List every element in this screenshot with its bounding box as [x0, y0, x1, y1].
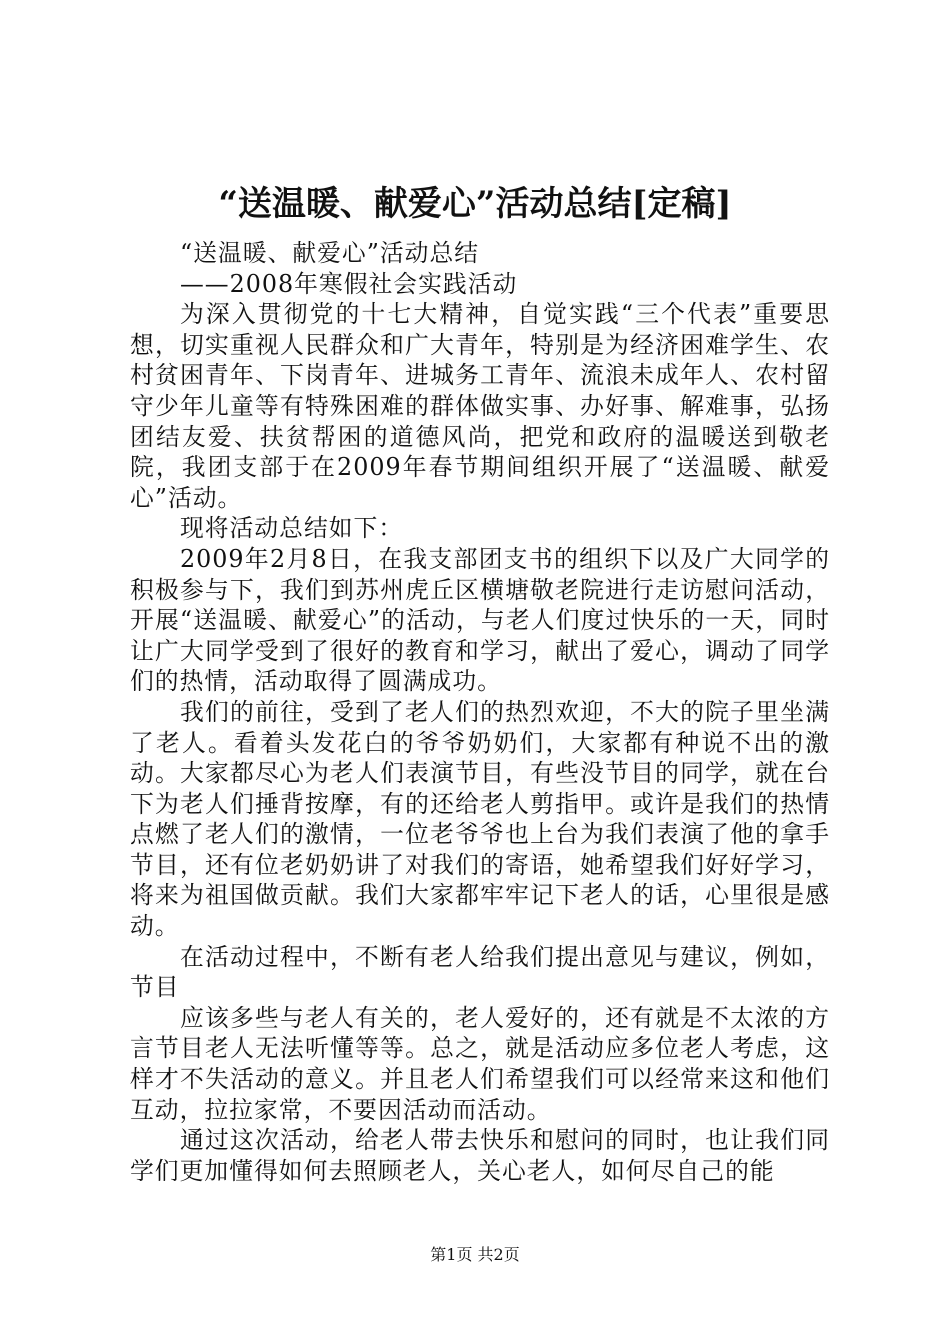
page-number: 第1页 共2页	[430, 1245, 520, 1264]
paragraph-welcome: 我们的前往，受到了老人们的热烈欢迎，不大的院子里坐满了老人。看着头发花白的爷爷奶奶们，大家都有种说不出的激动。大家都尽心为老人们表演节目，有些没节目的同学，就在台下为老人们捶背按摩，有的还给老人剪指甲。或许是我们的热情点燃了老人们的激情，一位老爷爷也上台为我们表演了他的拿手节目，还有位老奶奶讲了对我们的寄语，她希望我们好好学习，将来为祖国做贡献。我们大家都牢牢记下老人的话，心里很是感动。	[130, 697, 830, 941]
paragraph-date-visit: 2009年2月8日，在我支部团支书的组织下以及广大同学的积极参与下，我们到苏州虎丘区横塘敬老院进行走访慰问活动，开展“送温暖、献爱心”的活动，与老人们度过快乐的一天，同时让广大同学受到了很好的教育和学习，献出了爱心，调动了同学们的热情，活动取得了圆满成功。	[130, 544, 830, 696]
document-title: “送温暖、献爱心”活动总结[定稿]	[218, 184, 732, 224]
paragraph-suggestions-cont: 应该多些与老人有关的，老人爱好的，还有就是不太浓的方言节目老人无法听懂等等。总之，就是活动应多位老人考虑，这样才不失活动的意义。并且老人们希望我们可以经常来这和他们互动，拉拉家常，不要因活动而活动。	[130, 1003, 830, 1124]
document-body	[130, 238, 830, 1186]
subtitle-line: “送温暖、献爱心”活动总结	[179, 239, 480, 267]
paragraph-suggestions: 在活动过程中，不断有老人给我们提出意见与建议，例如，节目	[130, 942, 830, 1002]
paragraph-summary-lead: 现将活动总结如下：	[179, 514, 404, 543]
subtitle-event-line: ——2008年寒假社会实践活动	[179, 269, 518, 298]
paragraph-conclusion: 通过这次活动，给老人带去快乐和慰问的同时，也让我们同学们更加懂得如何去照顾老人，关心老人，如何尽自己的能	[130, 1126, 830, 1185]
paragraph-intro: 为深入贯彻党的十七大精神，自觉实践“三个代表”重要思想，切实重视人民群众和广大青年，特别是为经济困难学生、农村贫困青年、下岗青年、进城务工青年、流浪未成年人、农村留守少年儿童等有特殊困难的群体做实事、办好事、解难事，弘扬团结友爱、扶贫帮困的道德风尚，把党和政府的温暖送到敬老院，我团支部于在2009年春节期间组织开展了“送温暖、献爱心”活动。	[130, 300, 830, 512]
